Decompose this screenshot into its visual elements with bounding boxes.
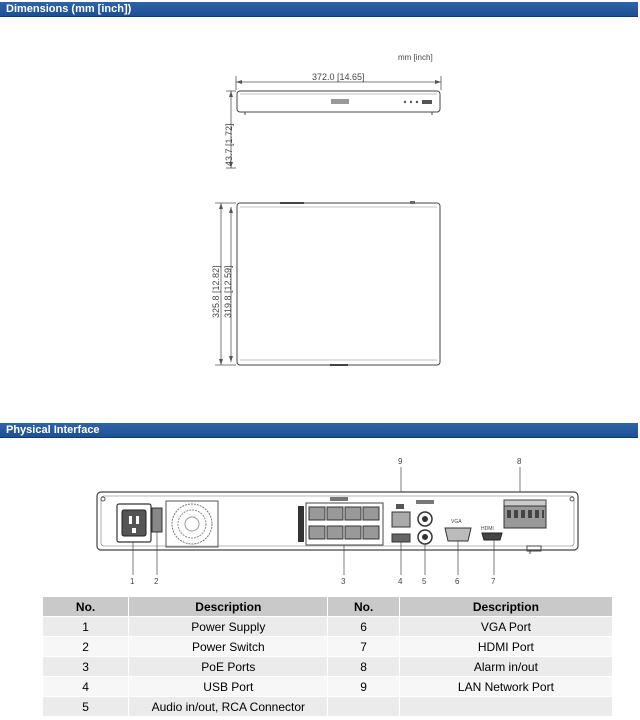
top-view [237, 203, 440, 365]
callout-8: 8 [517, 457, 522, 466]
callout-3: 3 [341, 577, 346, 586]
cell-description: Power Supply [129, 617, 328, 637]
usb-port [392, 534, 410, 542]
vga-text: VGA [451, 519, 462, 525]
alarm-terminal [504, 500, 546, 528]
cell-no: 3 [43, 657, 129, 677]
callout-6: 6 [455, 577, 460, 586]
callout-7: 7 [491, 577, 496, 586]
callout-4: 4 [398, 577, 403, 586]
cell-no: 2 [43, 637, 129, 657]
lan-port [392, 512, 410, 527]
vga-port [445, 528, 471, 541]
cell-no: 5 [43, 697, 129, 717]
cell-description: Audio in/out, RCA Connector [129, 697, 328, 717]
header-description: Description [129, 597, 328, 617]
cell-no: 8 [328, 657, 399, 677]
cell-description: VGA Port [399, 617, 612, 637]
power-switch [152, 508, 162, 532]
cell-description [399, 697, 612, 717]
height-label: 43.7 [1.72] [224, 123, 234, 166]
table-row [43, 617, 613, 637]
cell-description: PoE Ports [129, 657, 328, 677]
callout-1: 1 [130, 577, 135, 586]
header-description-2: Description [399, 597, 612, 617]
cell-no: 9 [328, 677, 399, 697]
cell-description: Alarm in/out [399, 657, 612, 677]
physical-interface-section-header: Physical Interface [0, 423, 638, 438]
cell-description: USB Port [129, 677, 328, 697]
table-header-row [43, 597, 613, 617]
depth-outer-label: 325.8 [12.82] [211, 265, 221, 318]
rear-panel-drawing [0, 440, 640, 600]
depth-inner-label: 319.8 [12.59] [223, 265, 233, 318]
table-row [43, 697, 613, 717]
cell-no: 6 [328, 617, 399, 637]
hdmi-text: HDMI [481, 526, 494, 532]
hdmi-port [482, 533, 502, 540]
cell-no [328, 697, 399, 717]
cell-no: 4 [43, 677, 129, 697]
callout-2: 2 [154, 577, 159, 586]
port-description-table [42, 596, 613, 717]
width-label: 372.0 [14.65] [312, 72, 365, 82]
unit-note: mm [inch] [398, 53, 433, 62]
callout-9: 9 [398, 457, 403, 466]
cell-description: LAN Network Port [399, 677, 612, 697]
header-no-2: No. [328, 597, 399, 617]
table-row [43, 677, 613, 697]
cell-no: 7 [328, 637, 399, 657]
table-row [43, 637, 613, 657]
cell-description: Power Switch [129, 637, 328, 657]
table-row [43, 657, 613, 677]
cell-description: HDMI Port [399, 637, 612, 657]
header-no: No. [43, 597, 129, 617]
callout-5: 5 [422, 577, 427, 586]
dimensions-section-header: Dimensions (mm [inch]) [0, 2, 638, 17]
cell-no: 1 [43, 617, 129, 637]
